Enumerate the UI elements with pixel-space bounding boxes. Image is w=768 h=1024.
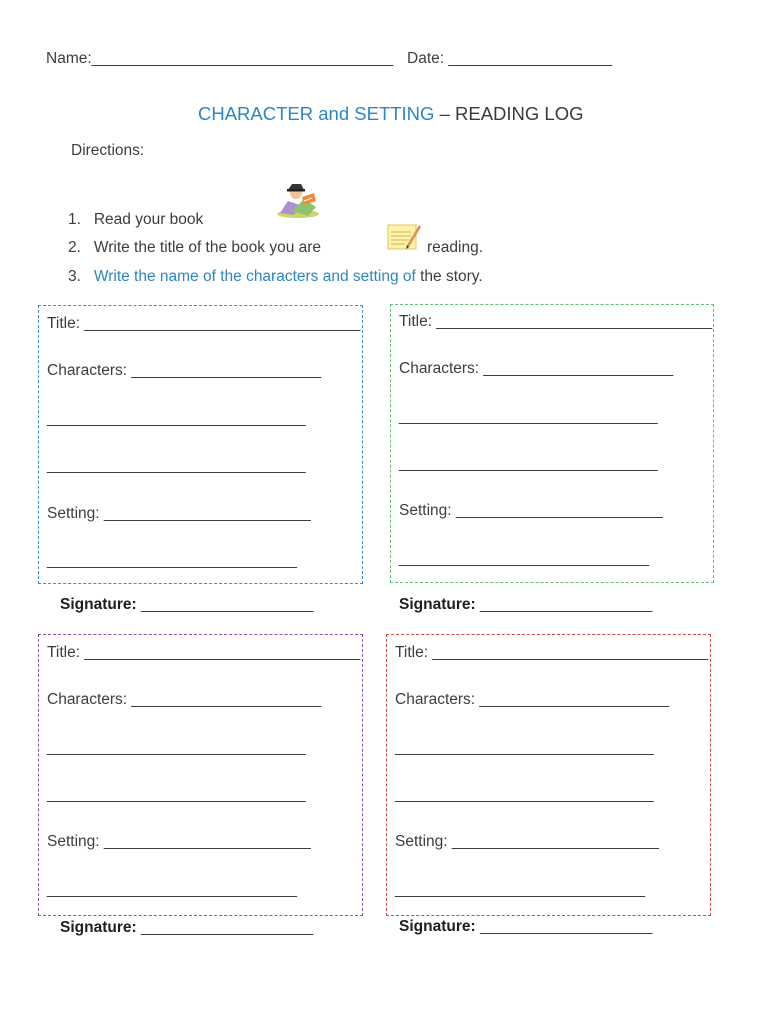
signature-field-2[interactable] — [399, 596, 652, 614]
characters-field[interactable]: Characters: ______________________ — [47, 691, 322, 708]
signature-label: Signature: — [60, 919, 137, 936]
characters-field[interactable]: Characters: ______________________ — [47, 362, 322, 379]
signature-line[interactable]: ____________________ — [136, 596, 314, 613]
characters-line[interactable]: ______________________________ — [399, 455, 658, 472]
step-text-highlight: Write the name of the characters and setting of — [93, 268, 416, 285]
step-number: 1. — [68, 211, 81, 228]
setting-line[interactable]: _____________________________ — [395, 881, 645, 898]
step-number: 3. — [68, 268, 81, 285]
signature-field-4[interactable] — [399, 918, 652, 936]
characters-line[interactable]: ______________________________ — [47, 786, 306, 803]
characters-line[interactable]: ______________________________ — [399, 408, 658, 425]
title-rest: – READING LOG — [434, 103, 584, 124]
signature-field-1[interactable] — [60, 596, 313, 614]
signature-label: Signature: — [60, 596, 137, 613]
signature-line[interactable]: ____________________ — [475, 596, 653, 613]
setting-field[interactable]: Setting: ________________________ — [395, 833, 659, 850]
step-2 — [68, 239, 321, 257]
directions-label: Directions: — [71, 142, 145, 159]
step-1 — [68, 211, 203, 229]
step-3 — [68, 268, 483, 286]
reading-child-icon — [274, 181, 322, 219]
page-title — [198, 103, 584, 125]
signature-label: Signature: — [399, 596, 476, 613]
characters-field[interactable]: Characters: ______________________ — [399, 360, 674, 377]
signature-line[interactable]: ____________________ — [136, 919, 314, 936]
signature-line[interactable]: ____________________ — [475, 918, 653, 935]
reading-log-card-2 — [390, 304, 714, 583]
characters-line[interactable]: ______________________________ — [47, 739, 306, 756]
title-field[interactable]: Title: ________________________________ — [47, 315, 361, 332]
reading-log-card-4 — [386, 634, 711, 916]
setting-field[interactable]: Setting: ________________________ — [399, 502, 663, 519]
title-field[interactable]: Title: ________________________________ — [47, 644, 361, 661]
step-text-rest: the story. — [415, 268, 483, 285]
step-2-after: reading. — [427, 239, 484, 256]
characters-line[interactable]: ______________________________ — [395, 739, 654, 756]
title-field[interactable]: Title: ________________________________ — [399, 313, 713, 330]
step-text: Write the title of the book you are — [93, 239, 322, 256]
note-pencil-icon — [387, 223, 421, 251]
reading-log-card-1 — [38, 305, 363, 584]
characters-line[interactable]: ______________________________ — [47, 410, 306, 427]
signature-label: Signature: — [399, 918, 476, 935]
setting-line[interactable]: _____________________________ — [47, 881, 297, 898]
characters-field[interactable]: Characters: ______________________ — [395, 691, 670, 708]
title-highlight: CHARACTER and SETTING — [198, 103, 435, 124]
setting-line[interactable]: _____________________________ — [399, 550, 649, 567]
characters-line[interactable]: ______________________________ — [47, 457, 306, 474]
reading-log-card-3 — [38, 634, 363, 916]
date-field[interactable]: Date: ___________________ — [407, 50, 613, 67]
name-field[interactable]: Name:___________________________________ — [46, 50, 394, 67]
signature-field-3[interactable] — [60, 919, 313, 937]
step-number: 2. — [68, 239, 81, 256]
setting-field[interactable]: Setting: ________________________ — [47, 833, 311, 850]
characters-line[interactable]: ______________________________ — [395, 786, 654, 803]
setting-field[interactable]: Setting: ________________________ — [47, 505, 311, 522]
title-field[interactable]: Title: ________________________________ — [395, 644, 709, 661]
setting-line[interactable]: _____________________________ — [47, 552, 297, 569]
step-text: Read your book — [93, 211, 204, 228]
